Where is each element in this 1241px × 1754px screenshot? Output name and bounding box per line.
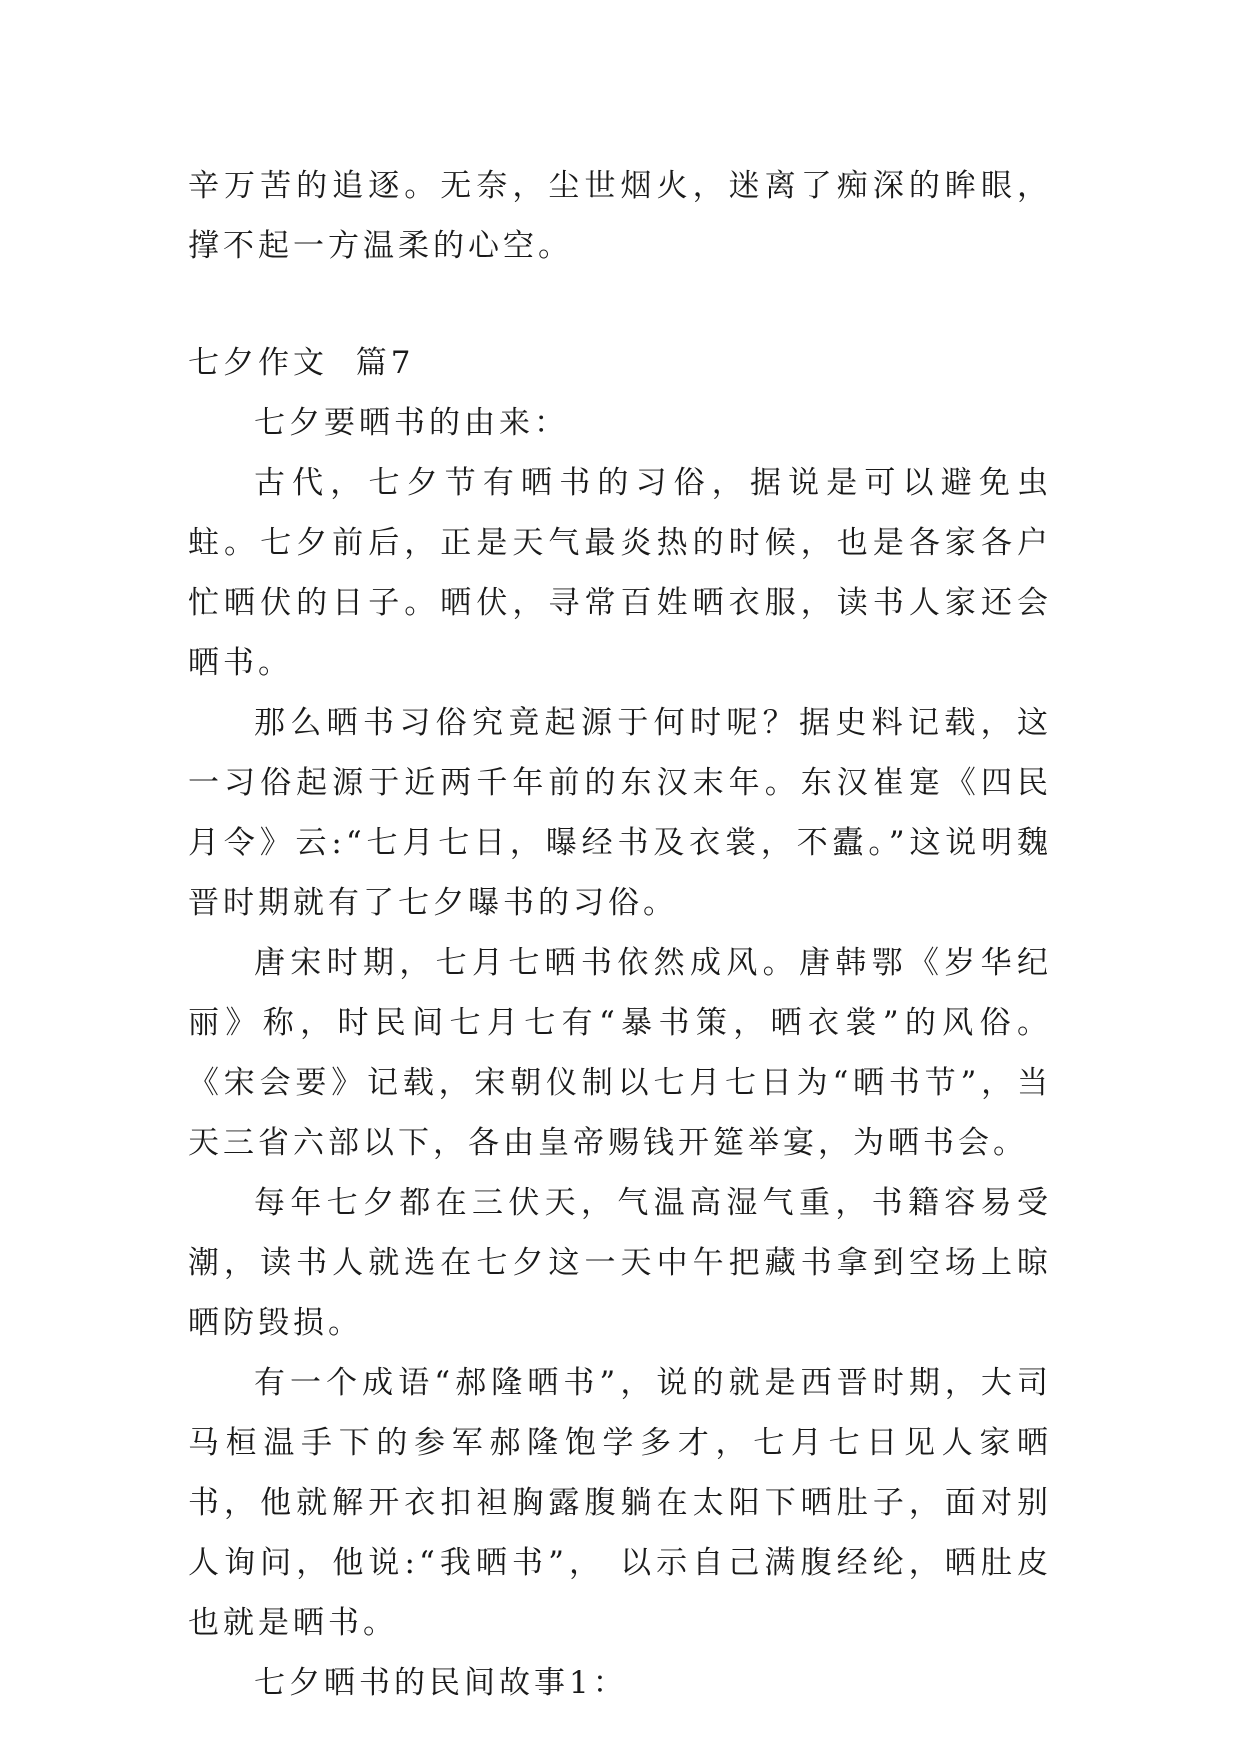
paragraph: 古代，七夕节有晒书的习俗，据说是可以避免虫蛀。七夕前后，正是天气最炎热的时候，也是各家各户忙晒伏的日子。晒伏，寻常百姓晒衣服，读书人家还会晒书。	[188, 465, 1052, 681]
continuation-text-block	[188, 156, 1052, 276]
section-body	[188, 393, 1052, 1713]
section-heading-block	[188, 333, 1052, 393]
section-heading: 七夕作文 篇7	[188, 345, 415, 381]
paragraph: 那么晒书习俗究竟起源于何时呢？据史料记载，这一习俗起源于近两千年前的东汉末年。东汉崔寔《四民月令》云:“七月七日，曝经书及衣裳，不蠹。”这说明魏晋时期就有了七夕曝书的习俗。	[188, 705, 1052, 921]
continuation-paragraph: 辛万苦的追逐。无奈，尘世烟火，迷离了痴深的眸眼，撑不起一方温柔的心空。	[188, 168, 1052, 264]
paragraph: 有一个成语“郝隆晒书”，说的就是西晋时期，大司马桓温手下的参军郝隆饱学多才，七月七日见人家晒书，他就解开衣扣袒胸露腹躺在太阳下晒肚子，面对别人询问，他说:“我晒书”， 以示自己满腹经纶，晒肚皮也就是晒书。	[188, 1365, 1052, 1641]
paragraph: 七夕要晒书的由来：	[254, 405, 569, 441]
paragraph: 唐宋时期，七月七晒书依然成风。唐韩鄂《岁华纪丽》称，时民间七月七有“暴书策，晒衣裳”的风俗。《宋会要》记载，宋朝仪制以七月七日为“晒书节”，当天三省六部以下，各由皇帝赐钱开筵举宴，为晒书会。	[188, 945, 1052, 1161]
paragraph: 七夕晒书的民间故事1：	[254, 1665, 628, 1701]
paragraph: 每年七夕都在三伏天，气温高湿气重，书籍容易受潮，读书人就选在七夕这一天中午把藏书拿到空场上晾晒防毁损。	[188, 1185, 1052, 1341]
